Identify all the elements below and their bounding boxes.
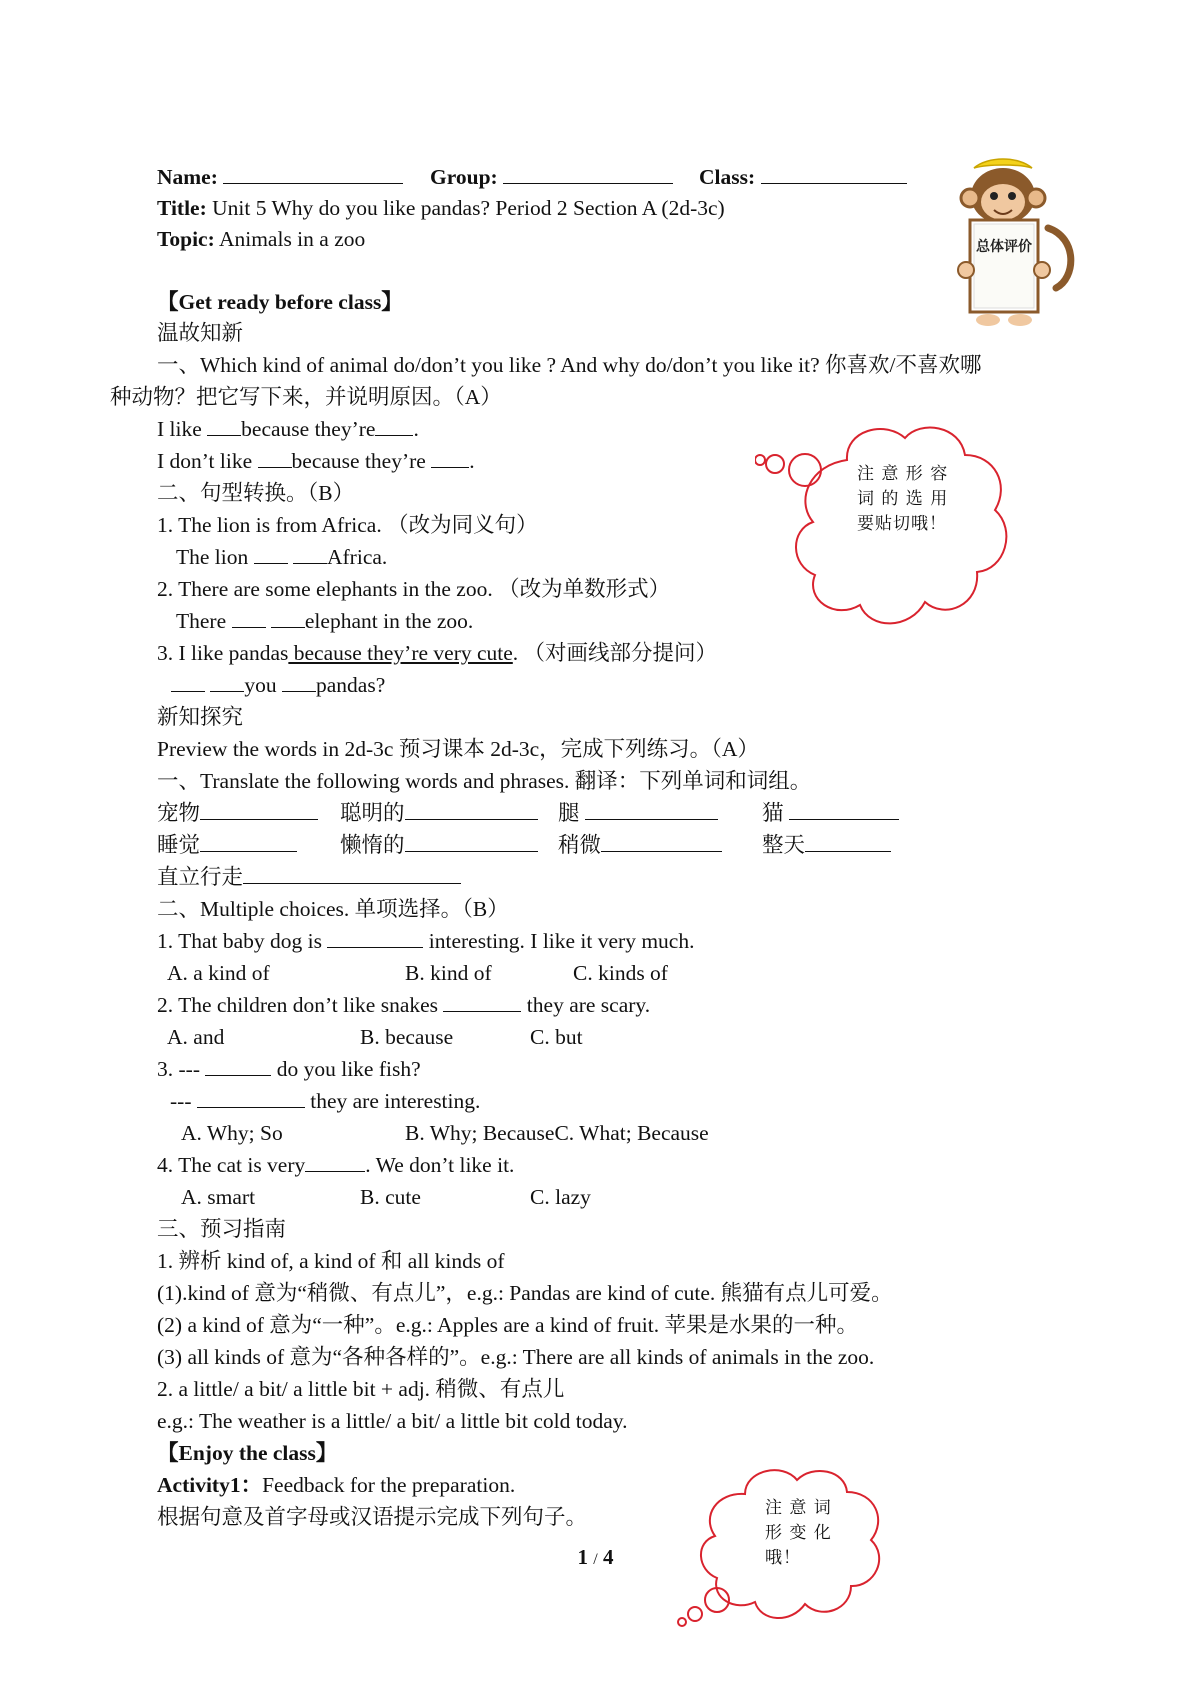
mc2-blank[interactable]	[443, 992, 521, 1012]
t1-text-a: The lion	[176, 545, 254, 569]
transform-2: 2. There are some elephants in the zoo. （改为单数形式）	[157, 577, 671, 601]
preview-line: Preview the words in 2d-3c 预习课本 2d-3c，完成下列练习。（A）	[157, 737, 759, 761]
blank-clever[interactable]	[405, 800, 538, 820]
word-leg: 腿	[558, 801, 585, 825]
dont-text-a: I don’t like	[157, 449, 258, 473]
dont-text-b: because they’re	[291, 449, 432, 473]
mc3-text-a: 3. ---	[157, 1057, 206, 1081]
dont-end: .	[469, 449, 475, 473]
title-text: Unit 5 Why do you like pandas? Period 2 Section A (2d-3c)	[212, 196, 725, 220]
note-1-line1: 注 意 形 容	[857, 464, 949, 484]
word-row-3	[157, 862, 461, 892]
activity-1	[157, 1470, 515, 1500]
mc1-option-c[interactable]: C. kinds of	[573, 961, 668, 985]
mc3-blank-1[interactable]	[205, 1056, 271, 1076]
blank-sleep[interactable]	[200, 832, 297, 852]
activity-1-label: Activity1：	[157, 1473, 263, 1497]
blank-walk-upright[interactable]	[243, 864, 461, 884]
transform-3	[157, 638, 717, 668]
mc1-option-a[interactable]: A. a kind of	[167, 961, 270, 985]
page-total: 4	[602, 1545, 614, 1569]
monkey-evaluation-icon	[948, 158, 1078, 333]
t3-ans-b: pandas?	[316, 673, 386, 697]
mc2-text-b: they are scary.	[521, 993, 651, 1017]
t2-text-b: elephant in the zoo.	[304, 609, 474, 633]
blank-leg[interactable]	[585, 800, 718, 820]
activity-instruction: 根据句意及首字母或汉语提示完成下列句子。	[157, 1505, 588, 1529]
t2-text-a: There	[176, 609, 232, 633]
t1-blank-1[interactable]	[254, 544, 288, 564]
word-slightly: 稍微	[558, 833, 602, 857]
new-knowledge-title: 新知探究	[157, 705, 244, 729]
mc2-option-c[interactable]: C. but	[530, 1025, 583, 1049]
activity-1-text: Feedback for the preparation.	[262, 1473, 516, 1497]
title-line	[157, 193, 725, 223]
like-blank-1[interactable]	[207, 416, 241, 436]
like-sentence	[157, 414, 419, 444]
group-label: Group:	[430, 165, 498, 189]
topic-label: Topic:	[157, 227, 215, 251]
translate-title: 一、Translate the following words and phrases. 翻译：下列单词和词组。	[157, 769, 812, 793]
transform-3-answer	[171, 670, 385, 700]
like-end: .	[413, 417, 419, 441]
t1-text-b: Africa.	[327, 545, 388, 569]
guide-1-3: (3) all kinds of 意为“各种各样的”。e.g.: There are all kinds of animals in the zoo.	[157, 1345, 875, 1369]
class-label: Class:	[699, 165, 756, 189]
question-1-line2: 种动物？把它写下来，并说明原因。（A）	[110, 385, 502, 409]
dont-blank-2[interactable]	[431, 448, 469, 468]
note-2-line2: 形 变 化	[765, 1523, 832, 1543]
guide-1-1: (1).kind of 意为“稍微、有点儿”，e.g.: Pandas are kind of cute. 熊猫有点儿可爱。	[157, 1281, 893, 1305]
topic-text: Animals in a zoo	[218, 227, 366, 251]
blank-slightly[interactable]	[601, 832, 722, 852]
word-all-day: 整天	[762, 833, 806, 857]
transform-2-answer	[176, 606, 473, 636]
mc-question-3	[157, 1054, 421, 1084]
note-1-line2: 词 的 选 用	[857, 489, 949, 509]
word-pet: 宠物	[157, 801, 201, 825]
mc4-blank[interactable]	[305, 1152, 365, 1172]
enjoy-class-heading: 【Enjoy the class】	[157, 1441, 338, 1465]
like-text-a: I like	[157, 417, 208, 441]
mc-question-4	[157, 1150, 514, 1180]
mc1-option-b[interactable]: B. kind of	[405, 961, 492, 985]
guide-2: 2. a little/ a bit/ a little bit + adj. 稍微、有点儿	[157, 1377, 565, 1401]
mc-question-1	[157, 926, 694, 956]
t3-ans-a: you	[244, 673, 282, 697]
page-current: 1	[577, 1545, 589, 1569]
t3-text-a: 3. I like pandas	[157, 641, 289, 665]
mc4-option-a[interactable]: A. smart	[181, 1185, 256, 1209]
mc1-text-b: interesting. I like it very much.	[423, 929, 695, 953]
guide-1: 1. 辨析 kind of, a kind of 和 all kinds of	[157, 1249, 505, 1273]
question-1-line1: 一、Which kind of animal do/don’t you like ? And why do/don’t you like it? 你喜欢/不喜欢哪	[157, 353, 982, 377]
mc2-option-b[interactable]: B. because	[360, 1025, 454, 1049]
mc4-option-b[interactable]: B. cute	[360, 1185, 421, 1209]
mc1-blank[interactable]	[327, 928, 423, 948]
get-ready-heading: 【Get ready before class】	[157, 290, 403, 314]
like-blank-2[interactable]	[375, 416, 413, 436]
mc-question-3-reply	[170, 1086, 480, 1116]
mc1-text-a: 1. That baby dog is	[157, 929, 328, 953]
t3-blank-2[interactable]	[210, 672, 244, 692]
blank-lazy[interactable]	[405, 832, 538, 852]
dont-like-sentence	[157, 446, 475, 476]
review-title: 温故知新	[157, 321, 244, 345]
word-walk-upright: 直立行走	[157, 865, 244, 889]
evaluation-badge: 总体评价	[976, 239, 1032, 255]
mc3-text-d: they are interesting.	[304, 1089, 481, 1113]
dont-blank-1[interactable]	[258, 448, 292, 468]
page-number	[0, 1545, 1191, 1570]
guide-title: 三、预习指南	[157, 1217, 287, 1241]
like-text-b: because they’re	[241, 417, 376, 441]
mc-question-2	[157, 990, 650, 1020]
topic-line	[157, 224, 365, 254]
blank-pet[interactable]	[200, 800, 318, 820]
title-label: Title:	[157, 196, 207, 220]
name-blank[interactable]	[223, 164, 403, 184]
blank-all-day[interactable]	[805, 832, 891, 852]
mc2-text-a: 2. The children don’t like snakes	[157, 993, 444, 1017]
transform-1-answer	[176, 542, 387, 572]
t3-blank-3[interactable]	[282, 672, 316, 692]
group-field	[430, 162, 673, 192]
mc4-option-c[interactable]: C. lazy	[530, 1185, 591, 1209]
word-lazy: 懒惰的	[340, 833, 405, 857]
blank-cat[interactable]	[789, 800, 899, 820]
t2-blank-1[interactable]	[232, 608, 266, 628]
t2-blank-2[interactable]	[271, 608, 305, 628]
class-field	[699, 162, 907, 192]
mc3-option-a[interactable]: A. Why; So	[181, 1121, 283, 1145]
class-blank[interactable]	[761, 164, 907, 184]
note-2-line3: 哦！	[765, 1548, 801, 1568]
group-blank[interactable]	[503, 164, 673, 184]
transform-1: 1. The lion is from Africa. （改为同义句）	[157, 513, 538, 537]
word-sleep: 睡觉	[157, 833, 201, 857]
multiple-choice-title: 二、Multiple choices. 单项选择。（B）	[157, 897, 509, 921]
mc2-option-a[interactable]: A. and	[167, 1025, 225, 1049]
mc3-text-c: ---	[170, 1089, 197, 1113]
t3-blank-1[interactable]	[171, 672, 205, 692]
mc3-option-bc[interactable]: B. Why; BecauseC. What; Because	[405, 1121, 709, 1145]
name-label: Name:	[157, 165, 218, 189]
mc3-blank-2[interactable]	[197, 1088, 305, 1108]
page-separator: /	[593, 1551, 598, 1568]
mc4-text-a: 4. The cat is very	[157, 1153, 306, 1177]
word-clever: 聪明的	[340, 801, 405, 825]
note-1-line3: 要贴切哦！	[857, 514, 947, 534]
guide-1-2: (2) a kind of 意为“一种”。e.g.: Apples are a kind of fruit. 苹果是水果的一种。	[157, 1313, 859, 1337]
t1-blank-2[interactable]	[293, 544, 327, 564]
note-2-line1: 注 意 词	[765, 1498, 832, 1518]
t3-underlined: because they’re very cute	[288, 641, 513, 665]
question-2-title: 二、句型转换。（B）	[157, 481, 355, 505]
mc3-text-b: do you like fish?	[271, 1057, 421, 1081]
guide-2-example: e.g.: The weather is a little/ a bit/ a little bit cold today.	[157, 1409, 628, 1433]
t3-text-b: . （对画线部分提问）	[512, 641, 718, 665]
name-field	[157, 162, 403, 192]
mc4-text-b: . We don’t like it.	[365, 1153, 515, 1177]
word-cat: 猫	[762, 801, 789, 825]
